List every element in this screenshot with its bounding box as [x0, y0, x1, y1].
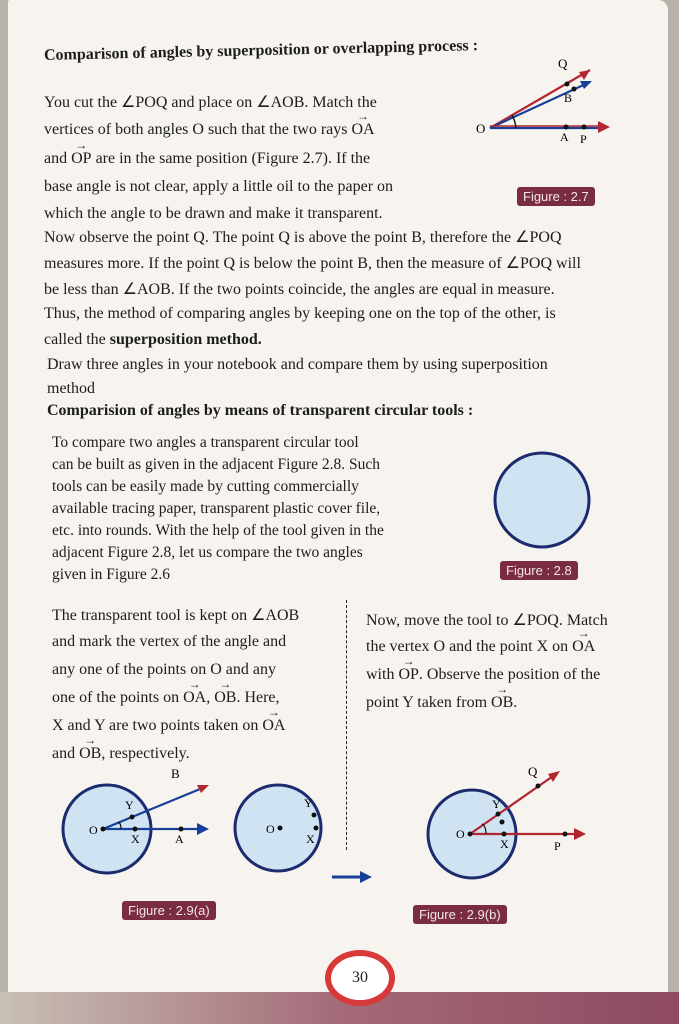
- p1-line3-text: are in the same position (Figure 2.7). If the: [95, 150, 371, 167]
- p4-line6: adjacent Figure 2.8, let us compare the two angles: [52, 544, 363, 561]
- figure-2-8-label: Figure : 2.8: [500, 561, 578, 580]
- point-a-a: [179, 827, 184, 832]
- label-y-a: Y: [125, 798, 134, 812]
- point-b: [572, 87, 577, 92]
- right-line3-text: . Observe the position of the: [418, 666, 601, 683]
- page-number: 30: [325, 950, 395, 1006]
- left-line6-and: and: [52, 745, 76, 762]
- point-q: [565, 82, 570, 87]
- label-o: O: [476, 121, 486, 136]
- ray-ob-4: → OB: [491, 694, 513, 712]
- transparent-circle: [495, 453, 589, 547]
- p3-line2: method: [47, 380, 95, 397]
- p1-line3: [44, 150, 370, 168]
- p1-line2-text: vertices of both angles O such that the two rays: [44, 121, 348, 138]
- ray-oa-fig-a-arrow: [197, 823, 209, 835]
- ray-op-arrow: [598, 121, 610, 133]
- ray-oa-2: → OA: [183, 689, 206, 707]
- label-o-a2: O: [266, 822, 275, 836]
- point-o-a: [101, 827, 106, 832]
- point-y-b: [496, 812, 501, 817]
- point-x-a2: [314, 826, 319, 831]
- left-line4-end: . Here,: [236, 689, 280, 706]
- p1-line1: You cut the ∠POQ and place on ∠AOB. Match the: [44, 94, 377, 111]
- label-x-b: X: [500, 837, 509, 851]
- left-line1: The transparent tool is kept on ∠AOB: [52, 607, 300, 624]
- point-q-b: [536, 784, 541, 789]
- ray-oq-fig-b-arrow: [548, 771, 560, 782]
- ray-op-fig-b-arrow: [574, 828, 586, 840]
- label-o-a: O: [89, 823, 98, 837]
- right-line2-text: the vertex O and the point X on: [366, 638, 569, 655]
- right-line4: point Y taken from → OB.: [366, 694, 517, 712]
- p4-line7: given in Figure 2.6: [52, 566, 170, 583]
- figure-2-9a-tool-marked: [232, 780, 332, 880]
- point-x-b: [502, 832, 507, 837]
- right-line3-with: with: [366, 666, 395, 683]
- point-y-a2: [312, 813, 317, 818]
- ray-oa: → OA: [351, 121, 374, 139]
- label-b: B: [564, 91, 573, 105]
- right-line4-text: point Y taken from: [366, 694, 488, 711]
- label-o-b: O: [456, 827, 465, 841]
- p3-line1: Draw three angles in your notebook and compare them by using superposition: [47, 356, 548, 373]
- point-x-a: [133, 827, 138, 832]
- figure-2-7-label: Figure : 2.7: [517, 187, 595, 206]
- p1-and: and: [44, 150, 68, 167]
- figure-2-7-diagram: [468, 52, 648, 152]
- heading-circular-tools: Comparision of angles by means of transparent circular tools :: [47, 402, 474, 419]
- right-line1: Now, move the tool to ∠POQ. Match: [366, 612, 608, 629]
- left-line2: and mark the vertex of the angle and: [52, 633, 287, 650]
- p4-line4: available tracing paper, transparent plastic cover file,: [52, 500, 381, 517]
- p2-line1: Now observe the point Q. The point Q is above the point B, therefore the ∠POQ: [44, 229, 562, 246]
- point-a: [564, 125, 569, 130]
- left-line6: [52, 745, 190, 763]
- ray-op: → OP: [71, 150, 91, 168]
- ray-oa-4: → OA: [572, 638, 595, 656]
- point-y-a: [130, 815, 135, 820]
- ray-oa-3: → OA: [262, 717, 285, 735]
- left-line5-text: X and Y are two points taken on: [52, 717, 259, 734]
- label-y-a2: Y: [304, 796, 313, 810]
- p4-line5: etc. into rounds. With the help of the tool given in the: [52, 522, 384, 539]
- move-arrow-head: [360, 871, 372, 883]
- heading-superposition: Comparison of angles by superposition or overlapping process :: [43, 37, 479, 64]
- label-x-a: X: [131, 832, 140, 846]
- point-p-b: [563, 832, 568, 837]
- label-q-b: Q: [528, 764, 538, 779]
- figure-2-9b-label: Figure : 2.9(b): [413, 905, 507, 924]
- ray-op-2: → OP: [398, 666, 418, 684]
- label-a-a: A: [175, 832, 184, 846]
- label-x-a2: X: [306, 832, 315, 846]
- label-q: Q: [558, 56, 568, 71]
- label-b-a: B: [171, 766, 180, 781]
- point-o-a2: [278, 826, 283, 831]
- p4-line3: tools can be easily made by cutting commercially: [52, 478, 359, 495]
- superposition-method-term: superposition method.: [109, 331, 262, 348]
- p1-line5: which the angle to be drawn and make it transparent.: [44, 205, 383, 222]
- label-y-b: Y: [492, 797, 501, 811]
- label-p-b: P: [554, 839, 561, 853]
- left-line4-text: one of the points on: [52, 689, 180, 706]
- label-p: P: [580, 132, 587, 146]
- move-arrow: [330, 868, 376, 886]
- p2-line5: [44, 331, 262, 349]
- figure-2-9b-tool-on-poq: [420, 762, 600, 882]
- p1-line4: base angle is not clear, apply a little oil to the paper on: [44, 178, 394, 195]
- p4-line2: can be built as given in the adjacent Figure 2.8. Such: [52, 456, 380, 473]
- ray-ob-2: → OB: [214, 689, 236, 707]
- p4-line1: To compare two angles a transparent circular tool: [52, 434, 359, 451]
- left-line4: one of the points on → OA, → OB. Here,: [52, 689, 280, 707]
- ray-ob-3: → OB: [79, 745, 101, 763]
- p2-line2: measures more. If the point Q is below the point B, then the measure of ∠POQ will: [44, 255, 581, 272]
- column-divider: [346, 600, 347, 850]
- p2-line3: be less than ∠AOB. If the two points coincide, the angles are equal in measure.: [44, 281, 555, 298]
- point-p: [582, 125, 587, 130]
- figure-2-9a-label: Figure : 2.9(a): [122, 901, 216, 920]
- left-line6-end: , respectively.: [101, 745, 190, 762]
- label-a: A: [560, 130, 569, 144]
- left-line3: any one of the points on O and any: [52, 661, 276, 678]
- p2-line4: Thus, the method of comparing angles by keeping one on the top of the other, is: [44, 305, 556, 322]
- point-mark-b: [500, 820, 505, 825]
- p2-line5-text: called the: [44, 331, 106, 348]
- figure-2-9a-tool-on-angle: [55, 765, 225, 875]
- ray-oq: [490, 70, 590, 128]
- point-o-b: [468, 832, 473, 837]
- right-line3: [366, 666, 600, 684]
- p1-line2: [44, 121, 375, 139]
- figure-2-8-circle-tool: [490, 448, 594, 552]
